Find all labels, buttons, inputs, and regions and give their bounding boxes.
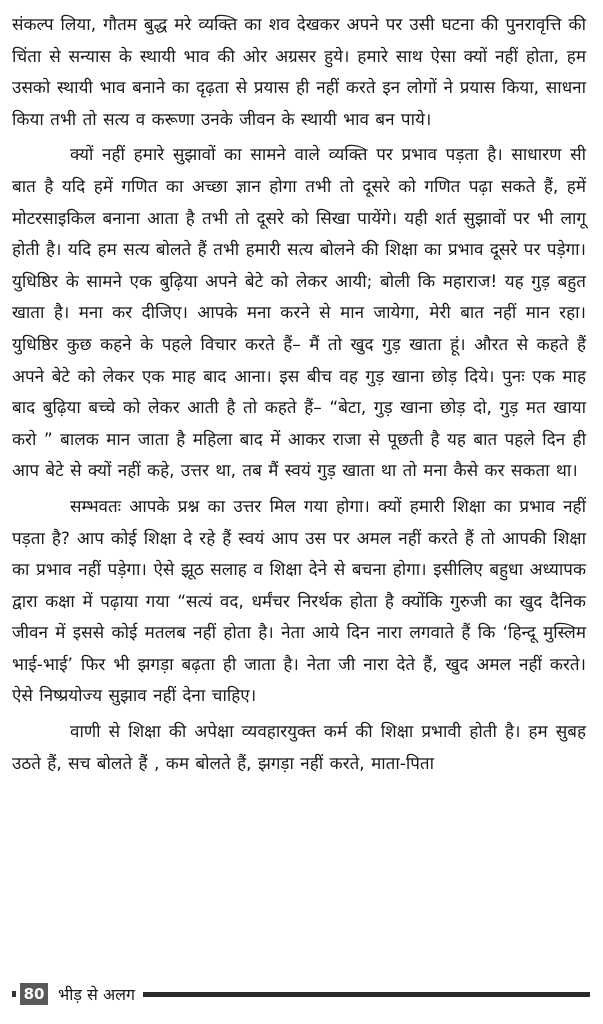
- paragraph-2: क्यों नहीं हमारे सुझावों का सामने वाले व्यक्ति पर प्रभाव पड़ता है। साधारण सी बात है यदि हमें गणित का अच्छा ज्ञान होगा तभी तो दूसरे को गणित पढ़ा सकते हैं, हमें मोटरसाइकिल बनाना आता है तभी तो दूसरे को सिखा पायेंगे। यही शर्त सुझावों पर भी लागू होती है। यदि हम सत्य बोलते हैं तभी हमारी सत्य बोलने की शिक्षा का प्रभाव दूसरे पर पड़ेगा। युधिष्ठिर के सामने एक बुढ़िया अपने बेटे को लेकर आयी; बोली कि महाराज! यह गुड़ बहुत खाता है। मना कर दीजिए। आपके मना करने से मान जायेगा, मेरी बात नहीं मान रहा। युधिष्ठिर कुछ कहने के पहले विचार करते हैं– मैं तो खुद गुड़ खाता हूं। औरत से कहते हैं अपने बेटे को लेकर एक माह बाद आना। इस बीच वह गुड़ खाना छोड़ दिये। पुनः एक माह बाद बुढ़िया बच्चे को लेकर आती है तो कहते हैं– “बेटा, गुड़ खाना छोड़ दो, गुड़ मत खाया करो ” बालक मान जाता है महिला बाद में आकर राजा से पूछती है यह बात पहले दिन ही आप बेटे से क्यों नहीं कहे, उत्तर था, तब मैं स्वयं गुड़ खाता था तो मना कैसे कर सकता था।: [12, 145, 586, 482]
- page-footer: [12, 978, 590, 1010]
- footer-rule: [143, 992, 590, 997]
- paragraph-1: संकल्प लिया, गौतम बुद्ध मरे व्यक्ति का शव देखकर अपने पर उसी घटना की पुनरावृत्ति की चिंता से सन्यास के स्थायी भाव की ओर अग्रसर हुये। हमारे साथ ऐसा क्यों नहीं होता, हम उसको स्थायी भाव बनाने का दृढ़ता से प्रयास ही नहीं करते इन लोगों ने प्रयास किया, साधना किया तभी तो सत्य व करूणा उनके जीवन के स्थायी भाव बन पाये।: [12, 15, 586, 130]
- paragraph-4: वाणी से शिक्षा की अपेक्षा व्यवहारयुक्त कर्म की शिक्षा प्रभावी होती है। हम सुबह उठते हैं, सच बोलते हैं , कम बोलते हैं, झगड़ा नहीं करते, माता-पिता: [12, 722, 586, 774]
- page-body: [12, 10, 586, 960]
- page-number: 80: [20, 983, 48, 1005]
- paragraph-3: सम्भवतः आपके प्रश्न का उत्तर मिल गया होगा। क्यों हमारी शिक्षा का प्रभाव नहीं पड़ता है? आप कोई शिक्षा दे रहे हैं स्वयं आप उस पर अमल नहीं करते हैं तो आपकी शिक्षा का प्रभाव नहीं पड़ेगा। ऐसे झूठ सलाह व शिक्षा देने से बचना होगा। इसीलिए बहुधा अध्यापक द्वारा कक्षा में पढ़ाया गया “सत्यं वद, धर्मंचर निरर्थक होता है क्योंकि गुरुजी का खुद दैनिक जीवन में इससे कोई मतलब नहीं होता है। नेता आये दिन नारा लगवाते हैं कि ‘हिन्दू मुस्लिम भाई-भाई’ फिर भी झगड़ा बढ़ता ही जाता है। नेता जी नारा देते हैं, खुद अमल नहीं करते। ऐसे निष्प्रयोज्य सुझाव नहीं देना चाहिए।: [12, 496, 586, 707]
- footer-lead-bar: [12, 991, 16, 997]
- running-title: भीड़ से अलग: [58, 985, 136, 1004]
